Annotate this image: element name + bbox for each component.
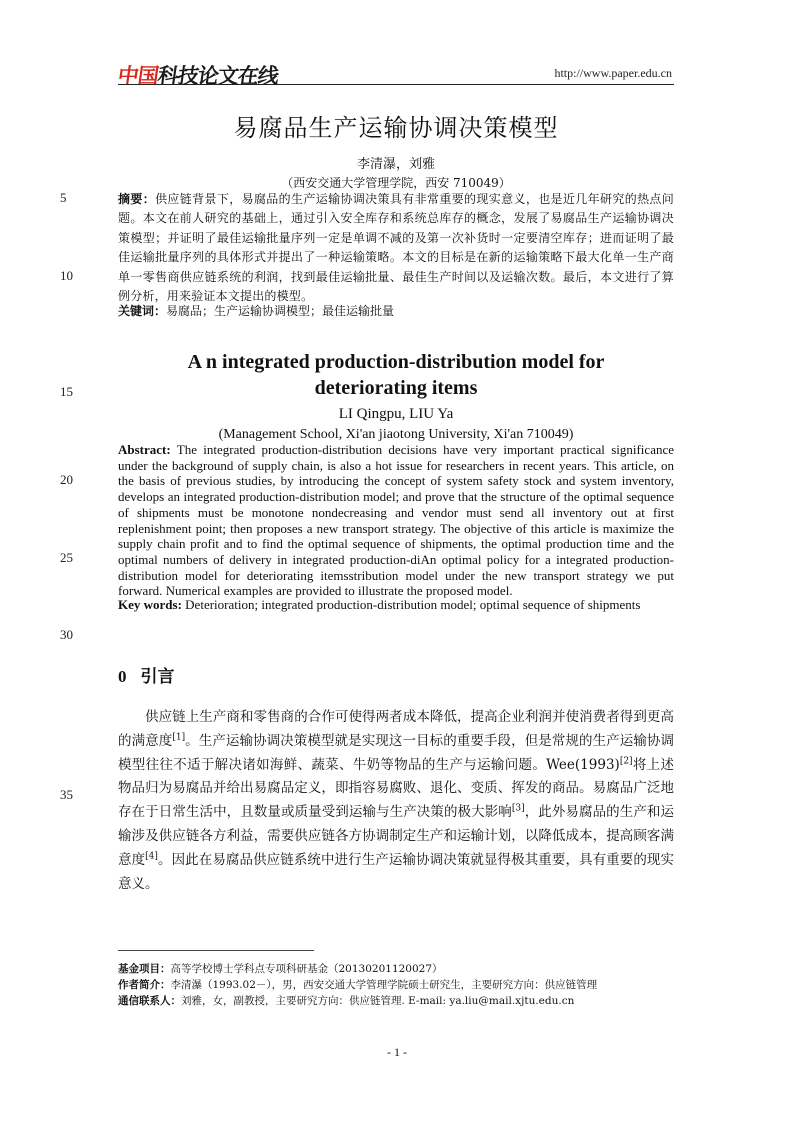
body-text-run: 。生产运输协调决策模型就是实现这一目标的重要手段，但是常规的生产运输协调模型往往不适于解决诸如海鲜、蔬菜、牛奶等物品的生产与运输问题。Wee(1993) xyxy=(118,732,675,773)
keywords-cn xyxy=(118,302,674,319)
authors-en: LI Qingpu, LIU Ya xyxy=(338,406,454,422)
intro-text xyxy=(118,706,674,896)
footnote-rule xyxy=(118,950,314,951)
line-number: 20 xyxy=(60,472,73,487)
keywords-text-en: Deterioration; integrated production-distribution model; optimal sequence of shipments xyxy=(185,597,641,612)
line-number: 35 xyxy=(60,787,73,802)
journal-logo xyxy=(116,60,280,90)
abstract-cn xyxy=(118,190,674,306)
footnote-author xyxy=(118,977,698,993)
body-text-run: 供应链上生产商和零售商的合作可使得两者成本降低，提高企业利润并使消费者得到更高的满意度 xyxy=(118,709,674,749)
funding-text: 高等学校博士学科点专项科研基金（20130201120027） xyxy=(170,963,443,975)
contact-text: 刘雅，女，副教授，主要研究方向：供应链管理. E-mail: ya.liu@mail.xjtu.edu.cn xyxy=(181,995,575,1007)
footnote-funding xyxy=(118,961,698,977)
contact-label: 通信联系人： xyxy=(118,995,181,1007)
paper-title-cn: 易腐品生产运输协调决策模型 xyxy=(233,114,559,142)
body-text-run: 将上述物品归为易腐品并给出易腐品定义，即指容易腐败、退化、变质、挥发的商品。易腐品广泛地存在于日常生活中，且数量或质量受到运输与生产决策的极大影响 xyxy=(118,756,674,821)
affiliation-en: (Management School, Xi'an jiaotong University, Xi'an 710049) xyxy=(218,427,574,442)
body-text-run: ，此外易腐品的生产和运输涉及供应链各方利益，需要供应链各方协调制定生产和运输计划，以降低成本，提高顾客满意度 xyxy=(118,804,675,868)
author-intro-text: 李清瀑（1993.02－），男，西安交通大学管理学院硕士研究生，主要研究方向：供应链管理 xyxy=(170,979,598,991)
funding-label: 基金项目： xyxy=(118,963,171,975)
abstract-text-en: The integrated production-distribution decisions have very important practical significance under the background of supply chain, is also a hot issue for researchers in recent years. This article, on the basis of previous studies, by introducing the concept of system safety stock and system inventory, develops an integrated production-distribution model; and prove that the structure of the optimal sequence of shipments must be monotone nondecreasing and vendor must send all inventory out at first replenishment point; then proposes a new transport strategy. The objective of this article is maximize the supply chain profit and to find the optimal sequence of shipments, the optimal production time and the optimal numbers of delivery in integrated production-diAn optimal policy for a integrated production-distribution model for deteriorating itemsstribution model under the new transport strategy we put forward. Numerical examples are provided to illustrate the proposed model. xyxy=(118,442,675,599)
page-number: - 1 - xyxy=(387,1045,407,1059)
body-text-run: 。因此在易腐品供应链系统中进行生产运输协调决策就显得极其重要，具有重要的现实意义。 xyxy=(118,851,675,892)
abstract-en xyxy=(118,442,674,599)
paper-title-en xyxy=(118,349,674,401)
citation-ref[interactable]: [3] xyxy=(511,803,525,814)
logo-text-red: 中国 xyxy=(116,64,160,88)
affiliation-cn: （西安交通大学管理学院，西安 710049） xyxy=(281,176,511,190)
section-title: 引言 xyxy=(140,667,175,687)
section-number: 0 xyxy=(118,667,127,686)
title-en-line1: A n integrated production-distribution model for xyxy=(187,351,605,373)
abstract-text-cn: 供应链背景下，易腐品的生产运输协调决策具有非常重要的现实意义，也是近几年研究的热点问题。本文在前人研究的基础上，通过引入安全库存和系统总库存的概念，发展了易腐品生产运输协调决策模型；并证明了最佳运输批量序列一定是单调不减的及第一次补货时一定要清空库存；进而证明了最佳运输批量序列的具体形式并提出了一种运输策略。本文的目标是在新的运输策略下最大化单一生产商单一零售商供应链系统的利润，找到最佳运输批量、最佳生产时间以及运输次数。最后，本文进行了算例分析，用来验证本文提出的模型。 xyxy=(118,192,674,304)
line-number: 5 xyxy=(60,190,67,205)
abstract-label-cn: 摘要： xyxy=(118,192,156,206)
line-number: 15 xyxy=(60,384,73,399)
keywords-text-cn: 易腐品；生产运输协调模型；最佳运输批量 xyxy=(166,304,395,318)
line-number: 25 xyxy=(60,550,73,565)
author-intro-label: 作者简介： xyxy=(118,979,171,991)
section-heading xyxy=(118,662,175,687)
logo-text-dark: 科技论文在线 xyxy=(156,64,280,88)
citation-ref[interactable]: [2] xyxy=(619,756,633,767)
authors-cn: 李清瀑，刘雅 xyxy=(356,157,435,172)
footnote-contact xyxy=(118,993,698,1009)
keywords-label-en: Key words: xyxy=(118,597,182,612)
title-en-line2: deteriorating items xyxy=(314,377,478,399)
header-url[interactable]: http://www.paper.edu.cn xyxy=(554,66,672,80)
abstract-label-en: Abstract: xyxy=(118,442,171,457)
citation-ref[interactable]: [4] xyxy=(145,851,158,862)
header-rule xyxy=(118,84,674,85)
line-number: 10 xyxy=(60,268,73,283)
line-number: 30 xyxy=(60,627,73,642)
citation-ref[interactable]: [1] xyxy=(172,732,186,743)
keywords-en xyxy=(118,597,674,613)
keywords-label-cn: 关键词： xyxy=(118,304,167,318)
intro-paragraph xyxy=(118,706,674,896)
